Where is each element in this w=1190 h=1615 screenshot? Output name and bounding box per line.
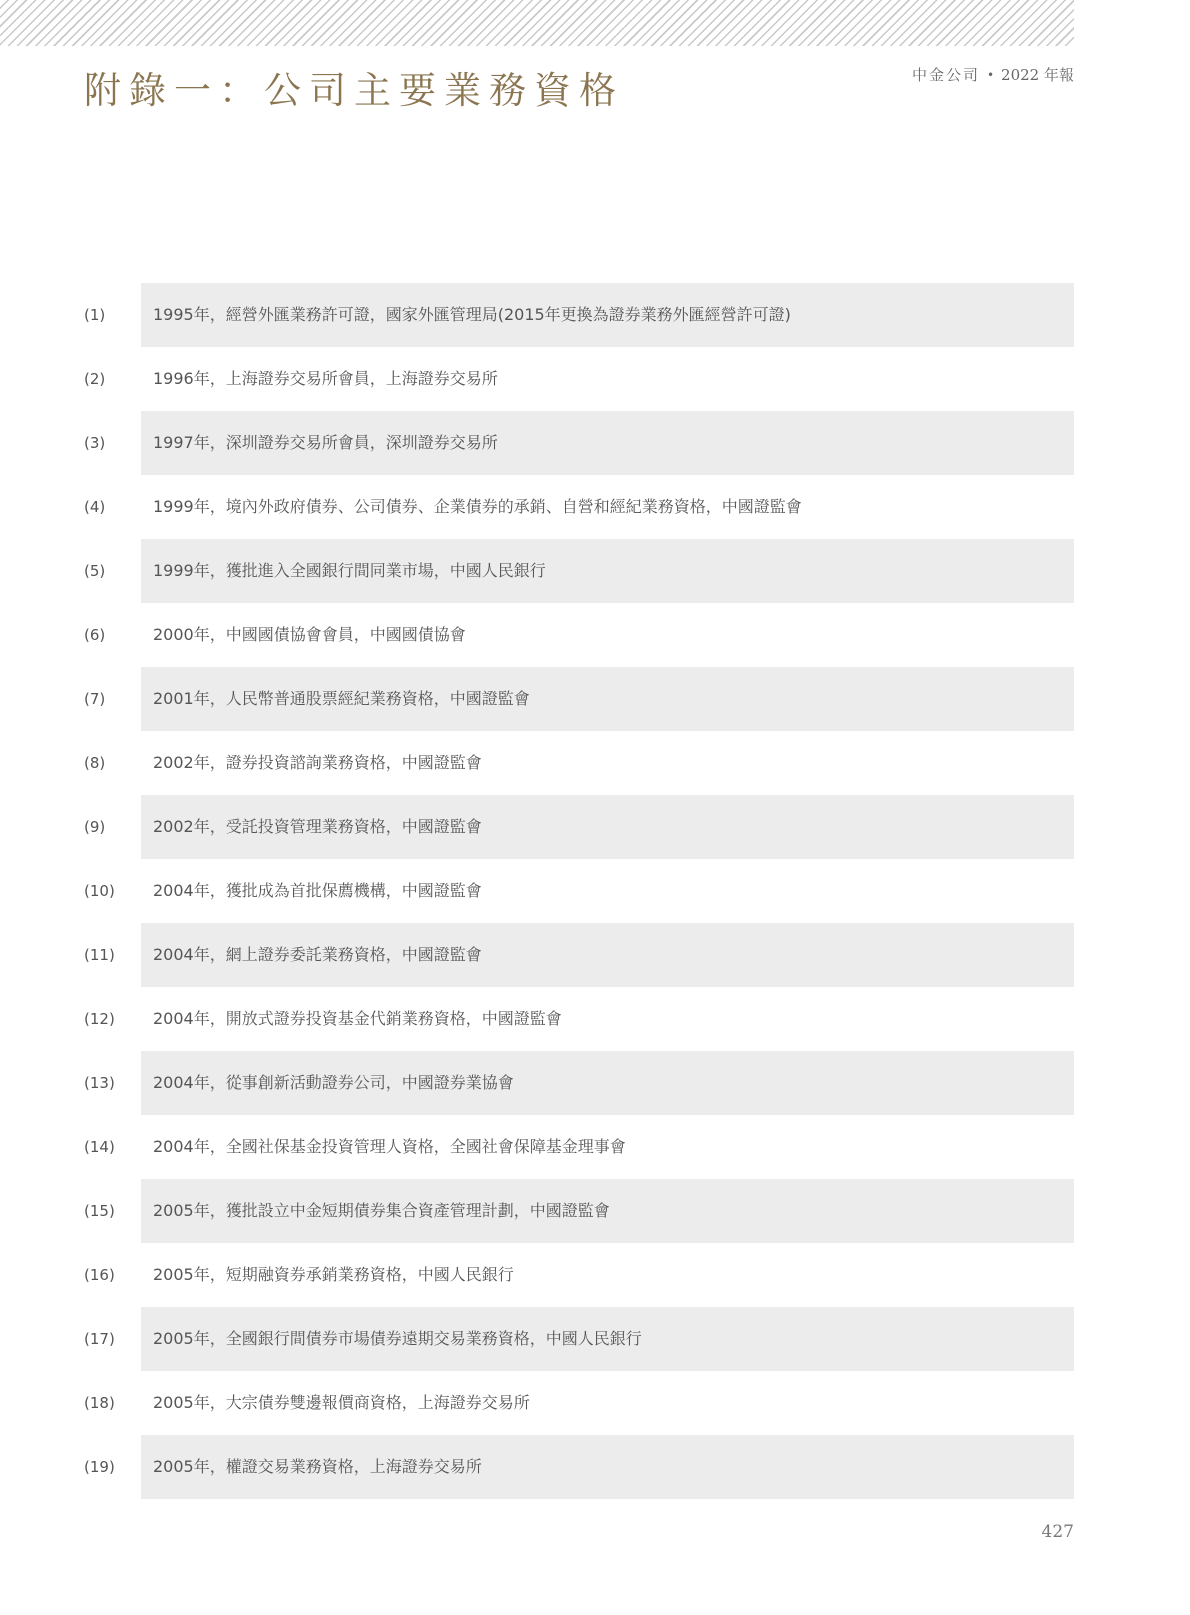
item-text: 2005年，短期融資券承銷業務資格，中國人民銀行 [153, 1265, 514, 1284]
list-item [84, 795, 1074, 859]
item-number: (12) [84, 1010, 115, 1028]
item-text: 2005年，全國銀行間債券市場債券遠期交易業務資格，中國人民銀行 [141, 1307, 1074, 1371]
item-text: 2002年，受託投資管理業務資格，中國證監會 [141, 795, 1074, 859]
list-item [84, 1435, 1074, 1499]
list-item [84, 667, 1074, 731]
page-title: 附錄一：公司主要業務資格 [84, 69, 624, 112]
item-text: 2004年，網上證券委託業務資格，中國證監會 [141, 923, 1074, 987]
running-head [912, 64, 1074, 85]
item-number: (11) [84, 946, 115, 964]
list-item [84, 283, 1074, 347]
item-text: 1999年，獲批進入全國銀行間同業市場，中國人民銀行 [141, 539, 1074, 603]
item-number: (8) [84, 754, 106, 772]
item-text: 1996年，上海證券交易所會員，上海證券交易所 [153, 369, 498, 388]
list-item [84, 1179, 1074, 1243]
list-item [84, 1243, 1074, 1307]
list-item [84, 539, 1074, 603]
qualification-list [84, 283, 1074, 1499]
list-item [84, 1115, 1074, 1179]
item-text: 2004年，獲批成為首批保薦機構，中國證監會 [153, 881, 482, 900]
list-item [84, 1307, 1074, 1371]
item-number: (18) [84, 1394, 115, 1412]
list-item [84, 347, 1074, 411]
item-number: (7) [84, 690, 106, 708]
item-text: 1997年，深圳證券交易所會員，深圳證券交易所 [141, 411, 1074, 475]
item-text: 2004年，全國社保基金投資管理人資格，全國社會保障基金理事會 [153, 1137, 626, 1156]
item-number: (19) [84, 1458, 115, 1476]
list-item [84, 987, 1074, 1051]
item-text: 1995年，經營外匯業務許可證，國家外匯管理局(2015年更換為證券業務外匯經營許可證) [141, 283, 1074, 347]
item-text: 2005年，權證交易業務資格，上海證券交易所 [141, 1435, 1074, 1499]
item-number: (16) [84, 1266, 115, 1284]
list-item [84, 475, 1074, 539]
item-number: (5) [84, 562, 106, 580]
item-number: (4) [84, 498, 106, 516]
company-name: 中金公司 [911, 66, 980, 84]
item-number: (14) [84, 1138, 115, 1156]
report-name: 2022 年報 [1001, 66, 1074, 84]
item-number: (10) [84, 882, 115, 900]
list-item [84, 859, 1074, 923]
list-item [84, 1051, 1074, 1115]
page-number: 427 [1041, 1522, 1074, 1542]
list-item [84, 603, 1074, 667]
item-number: (17) [84, 1330, 115, 1348]
item-number: (3) [84, 434, 106, 452]
list-item [84, 731, 1074, 795]
item-text: 2001年，人民幣普通股票經紀業務資格，中國證監會 [141, 667, 1074, 731]
item-number: (2) [84, 370, 106, 388]
item-text: 2002年，證券投資諮詢業務資格，中國證監會 [153, 753, 482, 772]
item-text: 2000年，中國國債協會會員，中國國債協會 [153, 625, 466, 644]
item-text: 2005年，大宗債券雙邊報價商資格，上海證券交易所 [153, 1393, 530, 1412]
item-number: (13) [84, 1074, 115, 1092]
item-text: 2005年，獲批設立中金短期債券集合資產管理計劃，中國證監會 [141, 1179, 1074, 1243]
bullet-separator: • [986, 68, 995, 82]
list-item [84, 923, 1074, 987]
item-text: 2004年，從事創新活動證券公司，中國證券業協會 [141, 1051, 1074, 1115]
list-item [84, 1371, 1074, 1435]
item-number: (6) [84, 626, 106, 644]
item-text: 1999年，境內外政府債券、公司債券、企業債券的承銷、自營和經紀業務資格，中國證監會 [153, 497, 802, 516]
item-number: (1) [84, 306, 106, 324]
header-hatch-band [0, 0, 1074, 46]
item-number: (9) [84, 818, 106, 836]
list-item [84, 411, 1074, 475]
item-number: (15) [84, 1202, 115, 1220]
item-text: 2004年，開放式證券投資基金代銷業務資格，中國證監會 [153, 1009, 562, 1028]
